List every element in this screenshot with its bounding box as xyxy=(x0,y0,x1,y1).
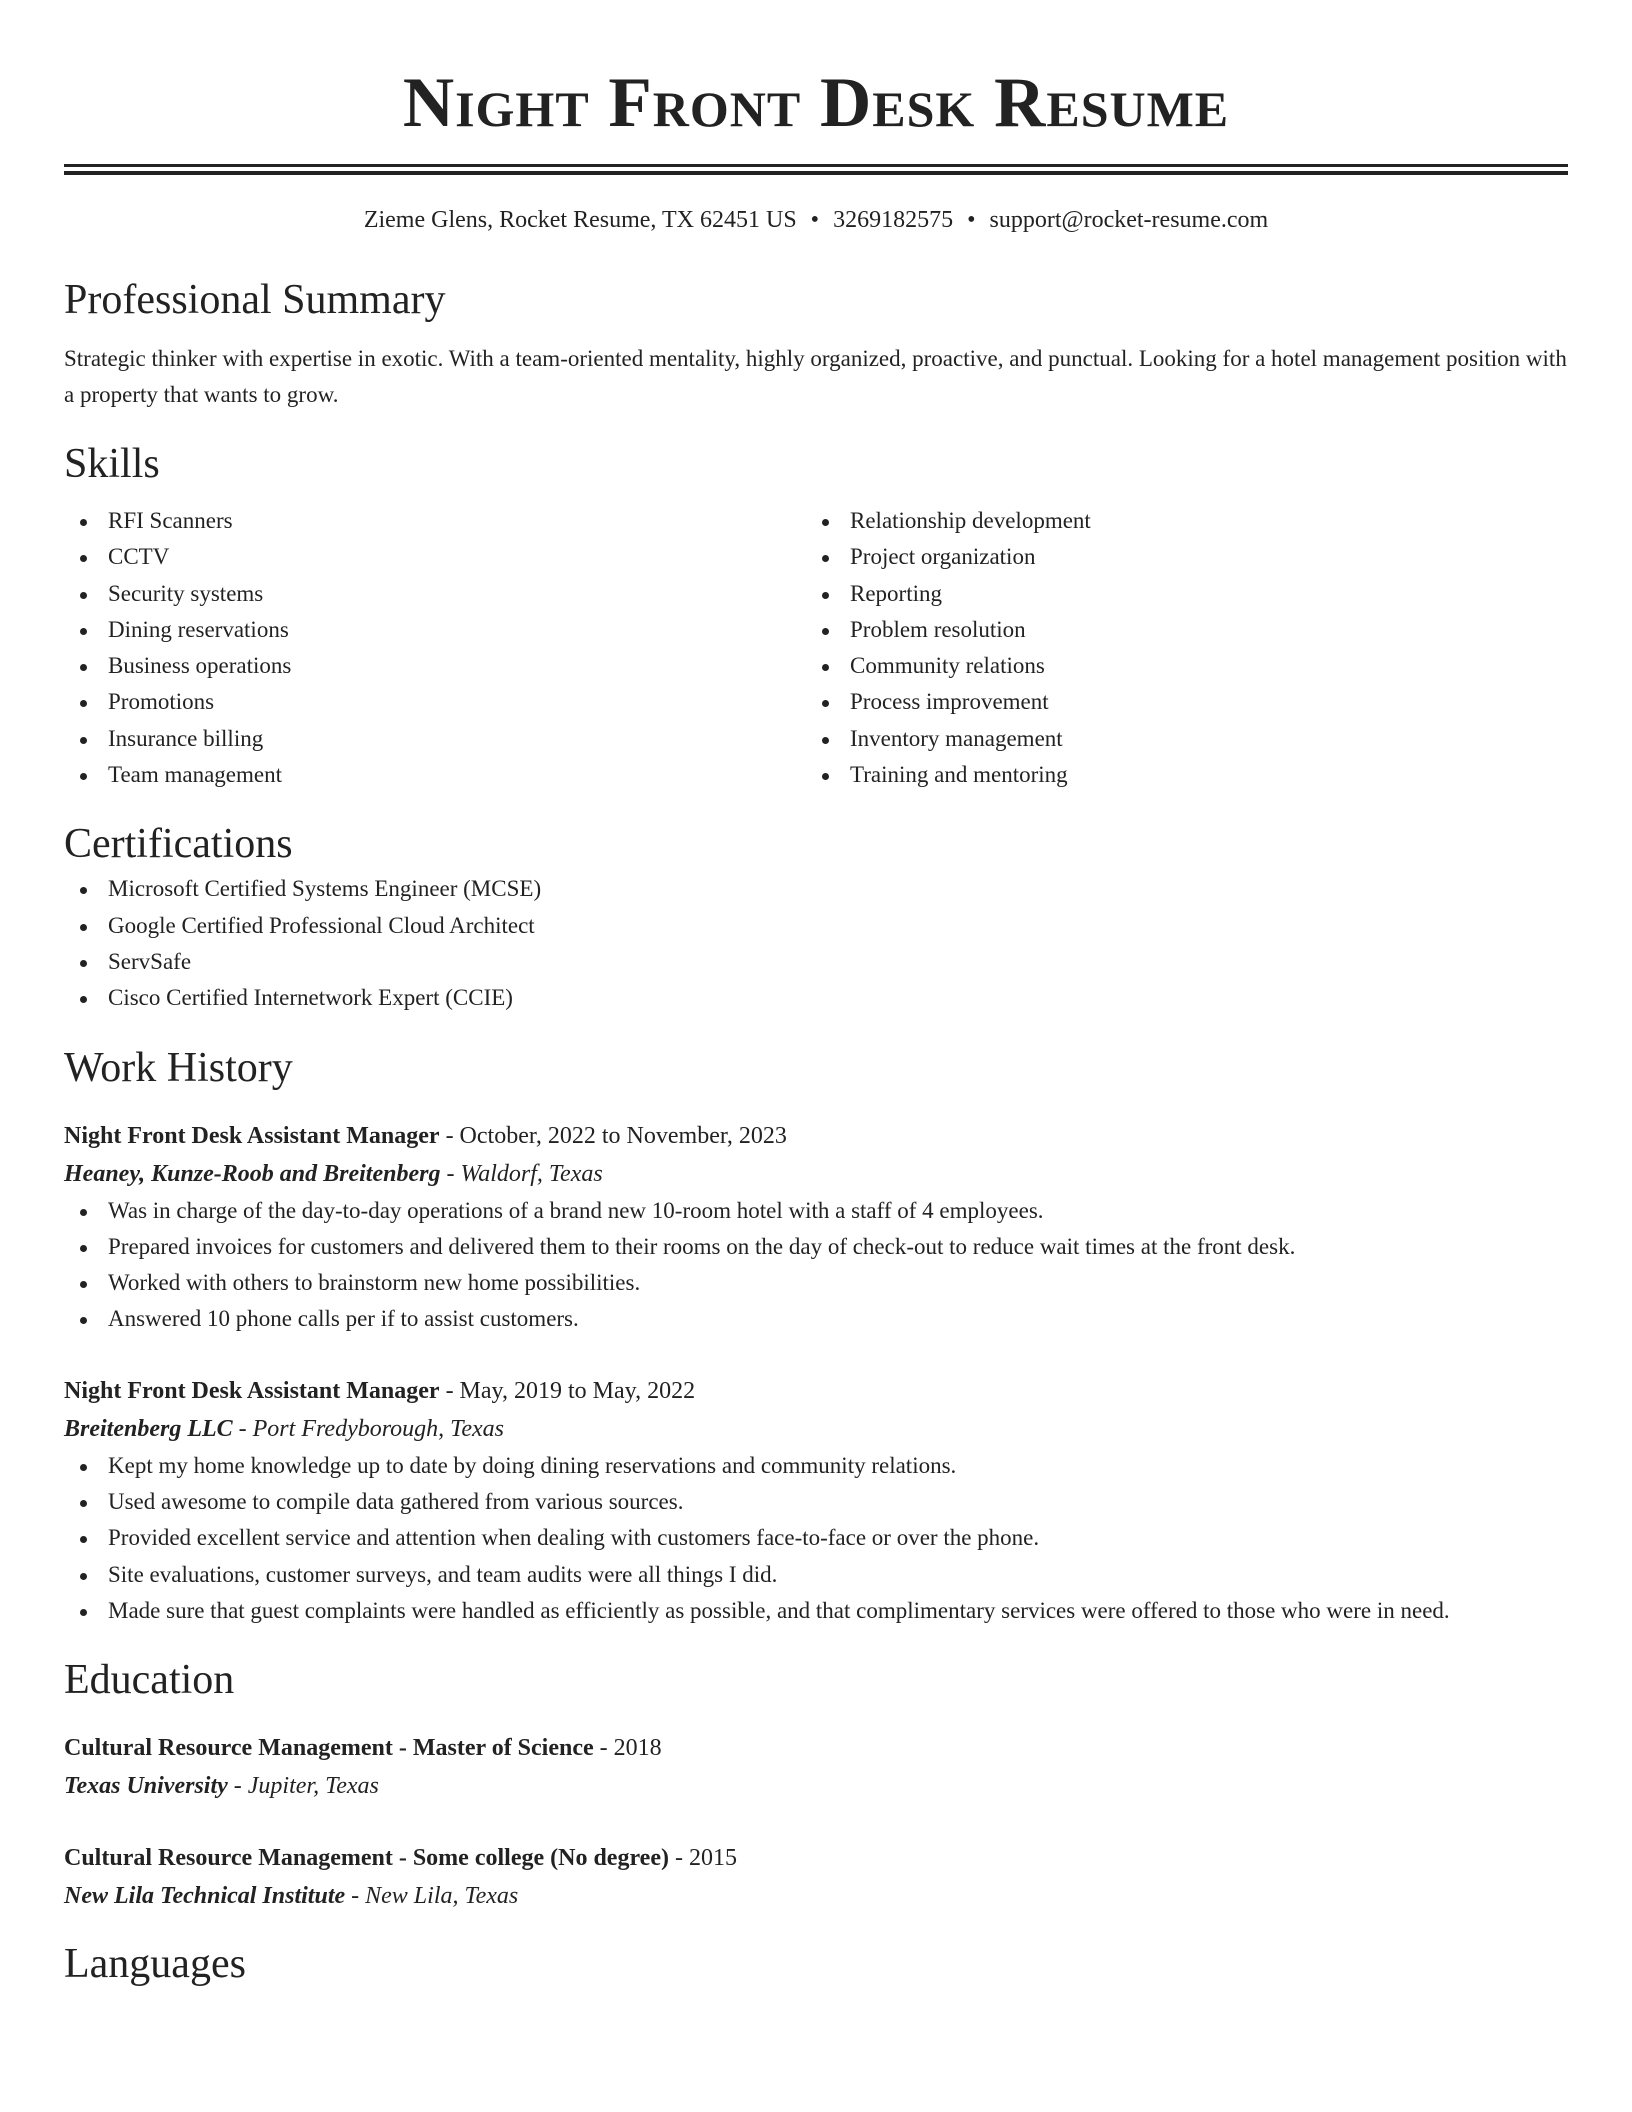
certification-item: Microsoft Certified Systems Engineer (MCSE) xyxy=(64,871,1568,907)
skill-item: Promotions xyxy=(64,684,806,720)
education-entry xyxy=(64,1839,1568,1915)
education-location: - Jupiter, Texas xyxy=(227,1773,379,1800)
job-header xyxy=(64,1117,1568,1155)
education-year: - 2015 xyxy=(668,1845,737,1872)
skill-item: Project organization xyxy=(806,539,1548,575)
title-double-rule xyxy=(64,164,1568,175)
job-duty: Answered 10 phone calls per if to assist customers. xyxy=(64,1301,1568,1337)
contact-separator: • xyxy=(810,207,820,233)
summary-text: Strategic thinker with expertise in exotic. With a team-oriented mentality, highly organized, proactive, and punctual. Looking for a hotel management position with a property that wants to grow. xyxy=(64,346,1567,407)
resume-title: Night Front Desk Resume xyxy=(402,64,1230,142)
skills-list-right xyxy=(806,503,1548,793)
job-entry xyxy=(64,1117,1568,1338)
education-heading: Education xyxy=(64,1657,235,1704)
job-title: Night Front Desk Assistant Manager xyxy=(64,1377,440,1404)
job-company: Heaney, Kunze-Roob and Breitenberg xyxy=(64,1160,441,1187)
education-school: New Lila Technical Institute xyxy=(64,1883,346,1910)
skill-item: Reporting xyxy=(806,576,1548,612)
education-entry xyxy=(64,1729,1568,1805)
education-degree: Cultural Resource Management - Some college (No degree) xyxy=(64,1845,669,1872)
skill-item: Relationship development xyxy=(806,503,1548,539)
work-history-heading: Work History xyxy=(64,1044,293,1091)
contact-separator: • xyxy=(967,207,976,233)
skill-item: Dining reservations xyxy=(64,612,806,648)
job-location: - Waldorf, Texas xyxy=(440,1160,603,1187)
certification-item: Cisco Certified Internetwork Expert (CCIE) xyxy=(64,980,1568,1016)
job-duty: Provided excellent service and attention when dealing with customers face-to-face or over the phone. xyxy=(64,1520,1568,1556)
job-dates: - May, 2019 to May, 2022 xyxy=(439,1377,696,1404)
summary-heading: Professional Summary xyxy=(64,277,446,323)
job-duty: Prepared invoices for customers and delivered them to their rooms on the day of check-out to reduce wait times at the front desk. xyxy=(64,1229,1568,1265)
skill-item: RFI Scanners xyxy=(64,503,806,539)
contact-line xyxy=(64,203,1568,237)
skill-item: Problem resolution xyxy=(806,612,1548,648)
job-location: - Port Fredyborough, Texas xyxy=(232,1415,504,1442)
job-employer-line xyxy=(64,1155,1568,1193)
job-title: Night Front Desk Assistant Manager xyxy=(64,1122,440,1149)
job-entry xyxy=(64,1372,1568,1629)
job-duty: Was in charge of the day-to-day operations of a brand new 10-room hotel with a staff of 4 employees. xyxy=(64,1193,1568,1229)
education-school-line xyxy=(64,1877,1568,1915)
job-duties-list xyxy=(64,1193,1568,1338)
certification-item: ServSafe xyxy=(64,944,1568,980)
skill-item: Training and mentoring xyxy=(806,757,1548,793)
job-duty: Worked with others to brainstorm new home possibilities. xyxy=(64,1265,1568,1301)
job-duties-list xyxy=(64,1448,1568,1629)
skills-columns xyxy=(64,503,1568,793)
education-header xyxy=(64,1729,1568,1767)
education-location: - New Lila, Texas xyxy=(345,1883,519,1910)
skill-item: Community relations xyxy=(806,648,1548,684)
job-header xyxy=(64,1372,1568,1410)
skill-item: Security systems xyxy=(64,576,806,612)
skills-list-left xyxy=(64,503,806,793)
education-degree: Cultural Resource Management - Master of Science xyxy=(64,1735,594,1762)
job-company: Breitenberg LLC xyxy=(64,1415,233,1442)
education-school: Texas University xyxy=(64,1773,228,1800)
education-school-line xyxy=(64,1767,1568,1805)
job-duty: Kept my home knowledge up to date by doing dining reservations and community relations. xyxy=(64,1448,1568,1484)
job-duty: Site evaluations, customer surveys, and team audits were all things I did. xyxy=(64,1557,1568,1593)
skills-heading: Skills xyxy=(64,441,160,487)
job-duty: Made sure that guest complaints were handled as efficiently as possible, and that complimentary services were offered to those who were in need. xyxy=(64,1593,1568,1629)
skill-item: Inventory management xyxy=(806,721,1548,757)
education-header xyxy=(64,1839,1568,1877)
skill-item: Team management xyxy=(64,757,806,793)
skill-item: Process improvement xyxy=(806,684,1548,720)
job-dates: - October, 2022 to November, 2023 xyxy=(439,1122,787,1149)
contact-email: support@rocket-resume.com xyxy=(989,207,1269,233)
contact-phone: 3269182575 xyxy=(833,207,954,233)
education-year: - 2018 xyxy=(593,1735,662,1762)
skill-item: Insurance billing xyxy=(64,721,806,757)
job-employer-line xyxy=(64,1410,1568,1448)
job-duty: Used awesome to compile data gathered from various sources. xyxy=(64,1484,1568,1520)
contact-address: Zieme Glens, Rocket Resume, TX 62451 US xyxy=(363,207,797,233)
certifications-heading: Certifications xyxy=(64,821,293,868)
skill-item: Business operations xyxy=(64,648,806,684)
skill-item: CCTV xyxy=(64,539,806,575)
certifications-list xyxy=(64,871,1568,1016)
certification-item: Google Certified Professional Cloud Architect xyxy=(64,908,1568,944)
languages-heading: Languages xyxy=(64,1941,246,1988)
